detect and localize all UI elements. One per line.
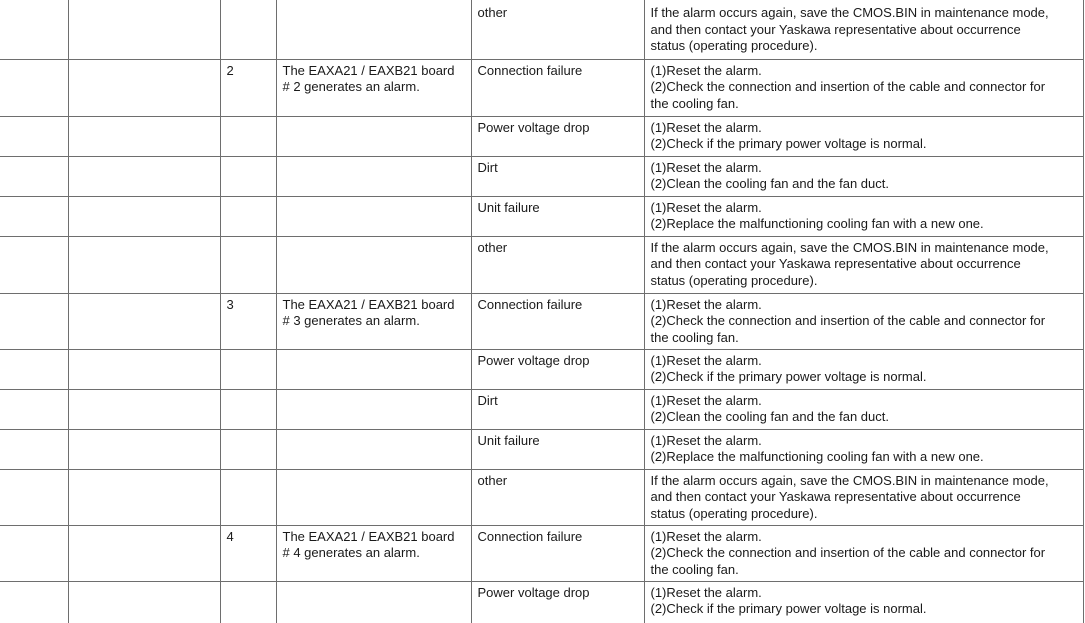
empty-cell	[0, 349, 68, 389]
cause-text: Unit failure	[477, 199, 540, 215]
remedy-line: (2)Check the connection and insertion of the cable and connector for	[650, 313, 1046, 328]
empty-cell	[68, 581, 220, 623]
remedy-line: (2)Replace the malfunctioning cooling fan with a new one.	[650, 216, 984, 231]
cause-text: other	[477, 472, 508, 488]
remedy-line: status (operating procedure).	[650, 272, 818, 288]
board-description-cell	[276, 469, 471, 525]
cause-cell	[471, 59, 644, 116]
board-description-line: # 4 generates an alarm.	[282, 545, 420, 560]
cause-cell	[471, 196, 644, 236]
table-row	[0, 349, 1083, 389]
alarm-number-cell	[220, 0, 276, 59]
empty-cell	[0, 581, 68, 623]
alarm-number-cell	[220, 59, 276, 116]
remedy-cell	[644, 389, 1083, 429]
alarm-number-cell	[220, 293, 276, 349]
table-row	[0, 116, 1083, 156]
cause-text: Connection failure	[477, 528, 583, 544]
remedy-line: If the alarm occurs again, save the CMOS.BIN in maintenance mode,	[650, 5, 1049, 20]
remedy-line: (1)Reset the alarm.	[650, 432, 762, 448]
empty-cell	[68, 116, 220, 156]
remedy-line: (1)Reset the alarm.	[650, 584, 762, 600]
alarm-number-cell	[220, 389, 276, 429]
remedy-line: status (operating procedure).	[650, 505, 818, 521]
empty-cell	[0, 293, 68, 349]
board-description-line: The EAXA21 / EAXB21 board	[282, 296, 455, 312]
remedy-line: and then contact your Yaskawa representative about occurrence	[650, 489, 1021, 504]
remedy-line: (1)Reset the alarm.	[650, 528, 762, 544]
alarm-number-cell	[220, 429, 276, 469]
table-row	[0, 581, 1083, 623]
cause-text: Unit failure	[477, 432, 540, 448]
cause-text: other	[477, 239, 508, 255]
remedy-line: (1)Reset the alarm.	[650, 62, 762, 78]
empty-cell	[0, 59, 68, 116]
alarm-number-cell	[220, 116, 276, 156]
cause-cell	[471, 293, 644, 349]
remedy-line: (1)Reset the alarm.	[650, 392, 762, 408]
remedy-line: (2)Check if the primary power voltage is normal.	[650, 369, 927, 384]
empty-cell	[68, 469, 220, 525]
empty-cell	[68, 293, 220, 349]
alarm-number-cell	[220, 349, 276, 389]
remedy-line: (1)Reset the alarm.	[650, 199, 762, 215]
remedy-line: status (operating procedure).	[650, 38, 818, 53]
remedy-cell	[644, 349, 1083, 389]
cause-cell	[471, 469, 644, 525]
board-description-cell	[276, 116, 471, 156]
alarm-number-cell	[220, 581, 276, 623]
cause-text: Connection failure	[477, 296, 583, 312]
remedy-line: (2)Check if the primary power voltage is normal.	[650, 601, 927, 616]
board-description-cell	[276, 429, 471, 469]
cause-text: Connection failure	[477, 62, 583, 78]
alarm-number: 4	[226, 528, 234, 544]
alarm-number-cell	[220, 469, 276, 525]
remedy-cell	[644, 59, 1083, 116]
empty-cell	[68, 525, 220, 581]
cause-text: Power voltage drop	[477, 119, 590, 135]
remedy-cell	[644, 469, 1083, 525]
cause-cell	[471, 525, 644, 581]
table-row	[0, 293, 1083, 349]
board-description-cell	[276, 581, 471, 623]
remedy-cell	[644, 429, 1083, 469]
board-description-cell	[276, 349, 471, 389]
remedy-line: (1)Reset the alarm.	[650, 352, 762, 368]
empty-cell	[68, 429, 220, 469]
remedy-line: the cooling fan.	[650, 329, 739, 345]
alarm-number: 2	[226, 62, 234, 78]
empty-cell	[0, 196, 68, 236]
remedy-cell	[644, 293, 1083, 349]
board-description-line: # 3 generates an alarm.	[282, 313, 420, 328]
cause-cell	[471, 236, 644, 293]
cause-cell	[471, 156, 644, 196]
cause-text: other	[477, 5, 508, 20]
cause-text: Power voltage drop	[477, 352, 590, 368]
table-row	[0, 156, 1083, 196]
table-row	[0, 196, 1083, 236]
remedy-line: (2)Clean the cooling fan and the fan duct.	[650, 409, 889, 424]
cause-cell	[471, 349, 644, 389]
remedy-line: (1)Reset the alarm.	[650, 159, 762, 175]
board-description-line: The EAXA21 / EAXB21 board	[282, 62, 455, 78]
table-row	[0, 525, 1083, 581]
board-description-cell	[276, 293, 471, 349]
empty-cell	[68, 156, 220, 196]
board-description-line: The EAXA21 / EAXB21 board	[282, 528, 455, 544]
cause-text: Dirt	[477, 159, 498, 175]
table-row	[0, 429, 1083, 469]
board-description-cell	[276, 59, 471, 116]
alarm-number: 3	[226, 296, 234, 312]
empty-cell	[68, 389, 220, 429]
table-row	[0, 389, 1083, 429]
empty-cell	[0, 429, 68, 469]
empty-cell	[0, 389, 68, 429]
board-description-cell	[276, 196, 471, 236]
remedy-line: and then contact your Yaskawa representative about occurrence	[650, 21, 1021, 37]
board-description-line: # 2 generates an alarm.	[282, 79, 420, 94]
empty-cell	[68, 0, 220, 59]
remedy-line: (2)Replace the malfunctioning cooling fan with a new one.	[650, 449, 984, 464]
cause-cell	[471, 116, 644, 156]
board-description-cell	[276, 0, 471, 59]
remedy-line: (2)Check the connection and insertion of the cable and connector for	[650, 79, 1046, 94]
remedy-line: the cooling fan.	[650, 95, 739, 111]
remedy-line: If the alarm occurs again, save the CMOS.BIN in maintenance mode,	[650, 472, 1049, 488]
remedy-line: (2)Clean the cooling fan and the fan duct.	[650, 176, 889, 191]
remedy-cell	[644, 236, 1083, 293]
alarm-number-cell	[220, 236, 276, 293]
empty-cell	[68, 349, 220, 389]
alarm-number-cell	[220, 525, 276, 581]
remedy-line: the cooling fan.	[650, 561, 739, 577]
alarm-number-cell	[220, 156, 276, 196]
remedy-line: (2)Check if the primary power voltage is normal.	[650, 136, 927, 151]
table-row	[0, 59, 1083, 116]
cause-text: Power voltage drop	[477, 584, 590, 600]
cause-cell	[471, 581, 644, 623]
board-description-cell	[276, 389, 471, 429]
table-row	[0, 0, 1083, 59]
empty-cell	[0, 236, 68, 293]
remedy-cell	[644, 116, 1083, 156]
remedy-line: If the alarm occurs again, save the CMOS.BIN in maintenance mode,	[650, 239, 1049, 255]
empty-cell	[0, 116, 68, 156]
remedy-cell	[644, 525, 1083, 581]
cause-cell	[471, 389, 644, 429]
empty-cell	[68, 196, 220, 236]
remedy-cell	[644, 196, 1083, 236]
remedy-cell	[644, 156, 1083, 196]
empty-cell	[68, 236, 220, 293]
table-row	[0, 236, 1083, 293]
remedy-line: (1)Reset the alarm.	[650, 296, 762, 312]
remedy-line: and then contact your Yaskawa representative about occurrence	[650, 256, 1021, 271]
board-description-cell	[276, 525, 471, 581]
empty-cell	[0, 0, 68, 59]
board-description-cell	[276, 236, 471, 293]
remedy-cell	[644, 581, 1083, 623]
board-description-cell	[276, 156, 471, 196]
cause-cell	[471, 0, 644, 59]
empty-cell	[0, 156, 68, 196]
empty-cell	[0, 469, 68, 525]
empty-cell	[68, 59, 220, 116]
remedy-line: (2)Check the connection and insertion of the cable and connector for	[650, 545, 1046, 560]
table-row	[0, 469, 1083, 525]
remedy-cell	[644, 0, 1083, 59]
remedy-line: (1)Reset the alarm.	[650, 119, 762, 135]
empty-cell	[0, 525, 68, 581]
cause-cell	[471, 429, 644, 469]
alarm-number-cell	[220, 196, 276, 236]
cause-text: Dirt	[477, 392, 498, 408]
